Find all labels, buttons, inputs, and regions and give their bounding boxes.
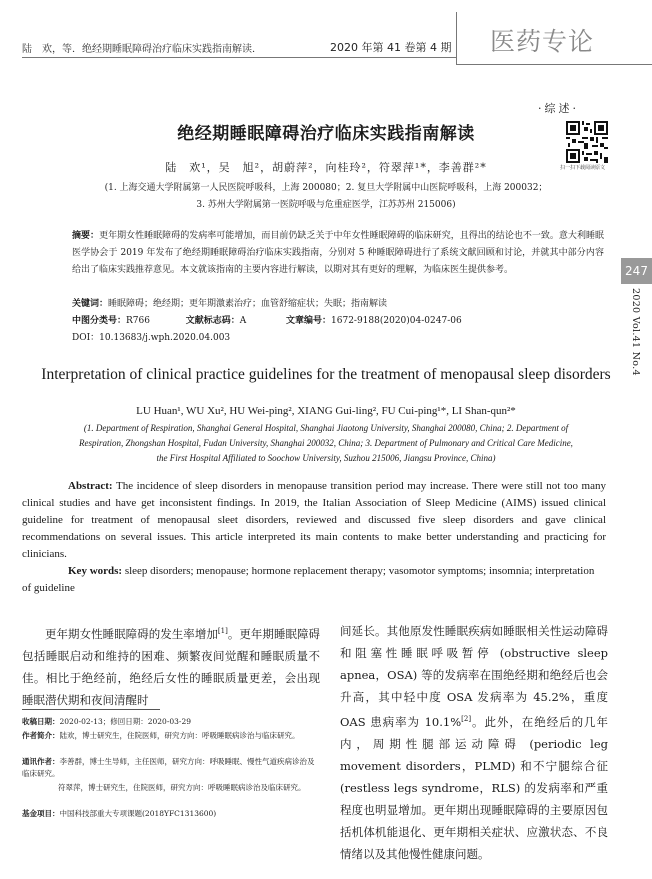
abstract-cn-text: 更年期女性睡眠障碍的发病率可能增加，而目前仍缺乏关于中年女性睡眠障碍的临床研究，且得出的结论也不一致。意大利睡眠医学协会于 2019 年发布了绝经期睡眠障碍治疗临床实践指南，分别对 5 种睡眠障碍进行了系统文献回顾和讨论，并就其中部分内容给出了临床实践推荐意见。本文就该指南的主要内容进行解读，以期对其有更好的理解，为临床医生提供参考。 xyxy=(72,231,604,275)
footnote-corr-label: 通讯作者： xyxy=(22,757,60,766)
classification-line xyxy=(72,313,462,326)
citation-ref-1[interactable]: [1] xyxy=(217,627,228,635)
journal-section-name: 医药专论 xyxy=(490,27,595,56)
running-header-citation: 陆 欢，等．绝经期睡眠障碍治疗临床实践指南解读． xyxy=(22,44,262,55)
affiliation-en-line-3: the First Hospital Affiliated to Soochow University, Suzhou 215006, Jiangsu Province, China) xyxy=(156,453,496,463)
citation-ref-2[interactable]: [2] xyxy=(461,715,472,723)
footnote-author-text: 陆欢，博士研究生，住院医师，研究方向：呼吸睡眠病诊治与临床研究。 xyxy=(59,731,300,740)
footnote-fund xyxy=(22,808,318,820)
keywords-en-label: Key words: xyxy=(68,565,123,577)
article-title-en: Interpretation of clinical practice guidelines for the treatment of menopausal sleep disorders xyxy=(41,366,611,383)
article-number-label: 文章编号： xyxy=(286,316,332,326)
body-right-text-a: 间延长。其他原发性睡眠疾病如睡眠相关性运动障碍和阻塞性睡眠呼吸暂停 (obstructive sleep apnea，OSA) 等的发病率在围绝经期和绝经后也会升高，其中轻中度 OSA 发病率为 45.2%，重度 OAS 患病率为 10.1% xyxy=(340,624,608,729)
affiliation-cn-line-2: 3. 苏州大学附属第一医院呼吸与危重症医学，江苏苏州 215006) xyxy=(196,200,456,210)
article-category: ·综述· xyxy=(538,102,579,115)
keywords-en xyxy=(22,563,606,597)
keywords-cn-text: 睡眠障碍；绝经期；更年期激素治疗；血管舒缩症状；失眠；指南解读 xyxy=(108,299,388,309)
keywords-cn xyxy=(72,296,387,309)
footnote-dates xyxy=(22,716,318,728)
keywords-cn-label: 关键词： xyxy=(72,299,109,309)
authors-cn: 陆 欢¹，吴 旭²，胡蔚萍²，向桂玲²，符翠萍¹*，李善群²* xyxy=(165,161,487,174)
authors-en: LU Huan¹, WU Xu², HU Wei-ping², XIANG Gui-ling², FU Cui-ping¹*, LI Shan-qun²* xyxy=(136,405,516,417)
doccode-label: 文献标志码： xyxy=(185,316,240,326)
footnote-corresponding-2: 符翠萍，博士研究生，住院医师，研究方向：呼吸睡眠病诊治及临床研究。 xyxy=(58,783,306,792)
abstract-en xyxy=(22,478,606,563)
abstract-cn xyxy=(72,228,604,279)
abstract-cn-label: 摘要： xyxy=(72,231,100,241)
article-number-value: 1672-9188(2020)04-0247-06 xyxy=(331,316,462,326)
body-column-left xyxy=(22,620,320,711)
footnote-dates-text: 2020-02-13；修回日期：2020-03-29 xyxy=(59,717,191,726)
doccode-value: A xyxy=(239,316,247,326)
class-value: R766 xyxy=(126,316,150,326)
affiliation-en-line-1: (1. Department of Respiration, Shanghai General Hospital, Shanghai Jiaotong University, Shanghai 200080, China; 2. Department of xyxy=(83,423,569,433)
footnote-dates-label: 收稿日期： xyxy=(22,717,60,726)
volume-issue-vertical: 2020 Vol.41 No.4 xyxy=(630,288,641,376)
abstract-en-label: Abstract: xyxy=(68,480,113,492)
page-number-tab: 247 xyxy=(621,258,652,284)
body-right-text-b: 。此外，在绝经后的几年内，周期性腿部运动障碍 (periodic leg movement disorders，PLMD) 和不宁腿综合征 (restless legs syndrome，RLS) 的发病率和严重程度也明显增加。更年期出现睡眠障碍的主要原因包括机体机能退化、更年期相关症状、应激状态、不良情绪以及其他慢性健康问题。 xyxy=(340,714,608,861)
body-column-right xyxy=(340,620,608,865)
header-rule xyxy=(22,57,456,58)
class-label: 中图分类号： xyxy=(72,316,127,326)
footnote-corr-text-1: 李善群，博士生导师，主任医师，研究方向：呼吸睡眠、慢性气道疾病诊治及临床研究。 xyxy=(22,757,315,778)
footnote-fund-label: 基金项目： xyxy=(22,809,60,818)
footnote-fund-text: 中国科技部重大专项课题(2018YFC1313600) xyxy=(59,809,217,818)
article-title-cn: 绝经期睡眠障碍治疗临床实践指南解读 xyxy=(177,124,475,144)
running-header-issue: 2020 年第 41 卷第 4 期 xyxy=(330,41,452,54)
doi-link[interactable]: DOI：10.13683/j.wph.2020.04.003 xyxy=(72,333,231,343)
footnote-author-label: 作者简介： xyxy=(22,731,60,740)
keywords-en-text: sleep disorders; menopause; hormone replacement therapy; vasomotor symptoms; insomnia; interpretation of guideline xyxy=(22,565,595,594)
body-left-text-a: 更年期女性睡眠障碍的发生率增加 xyxy=(45,626,218,641)
body-left-text-b: 。更年期睡眠障碍包括睡眠启动和维持的困难、频繁夜间觉醒和睡眠质量不佳。相比于绝经前，绝经后女性的睡眠质量更差，会出现睡眠潜伏期和夜间清醒时 xyxy=(22,626,321,707)
footnote-corresponding xyxy=(22,756,318,780)
abstract-en-text: The incidence of sleep disorders in menopause transition period may increase. There were still not too many clinical studies and have get inconsistent findings. In 2019, the Italian Association of Sleep Medicine (AIMS) issued clinical guideline for treatment of menopausal sleet disorders, reviewed and discussed five sleep disorders and gave clinical recommendations on several issues. This article interpreted its main contents to make better understanding and practicing for clinicians. xyxy=(22,480,606,560)
footnote-author xyxy=(22,730,318,742)
affiliation-en-line-2: Respiration, Zhongshan Hospital, Fudan University, Shanghai 200032, China; 3. Department of Pulmonary and Critical Care Medicine, xyxy=(79,438,573,448)
qr-caption: 扫一扫下载阅读原文 xyxy=(560,165,606,171)
affiliation-cn-line-1: (1. 上海交通大学附属第一人民医院呼吸科，上海 200080；2. 复旦大学附属中山医院呼吸科，上海 200032； xyxy=(104,183,548,193)
footnote-rule xyxy=(22,709,160,710)
